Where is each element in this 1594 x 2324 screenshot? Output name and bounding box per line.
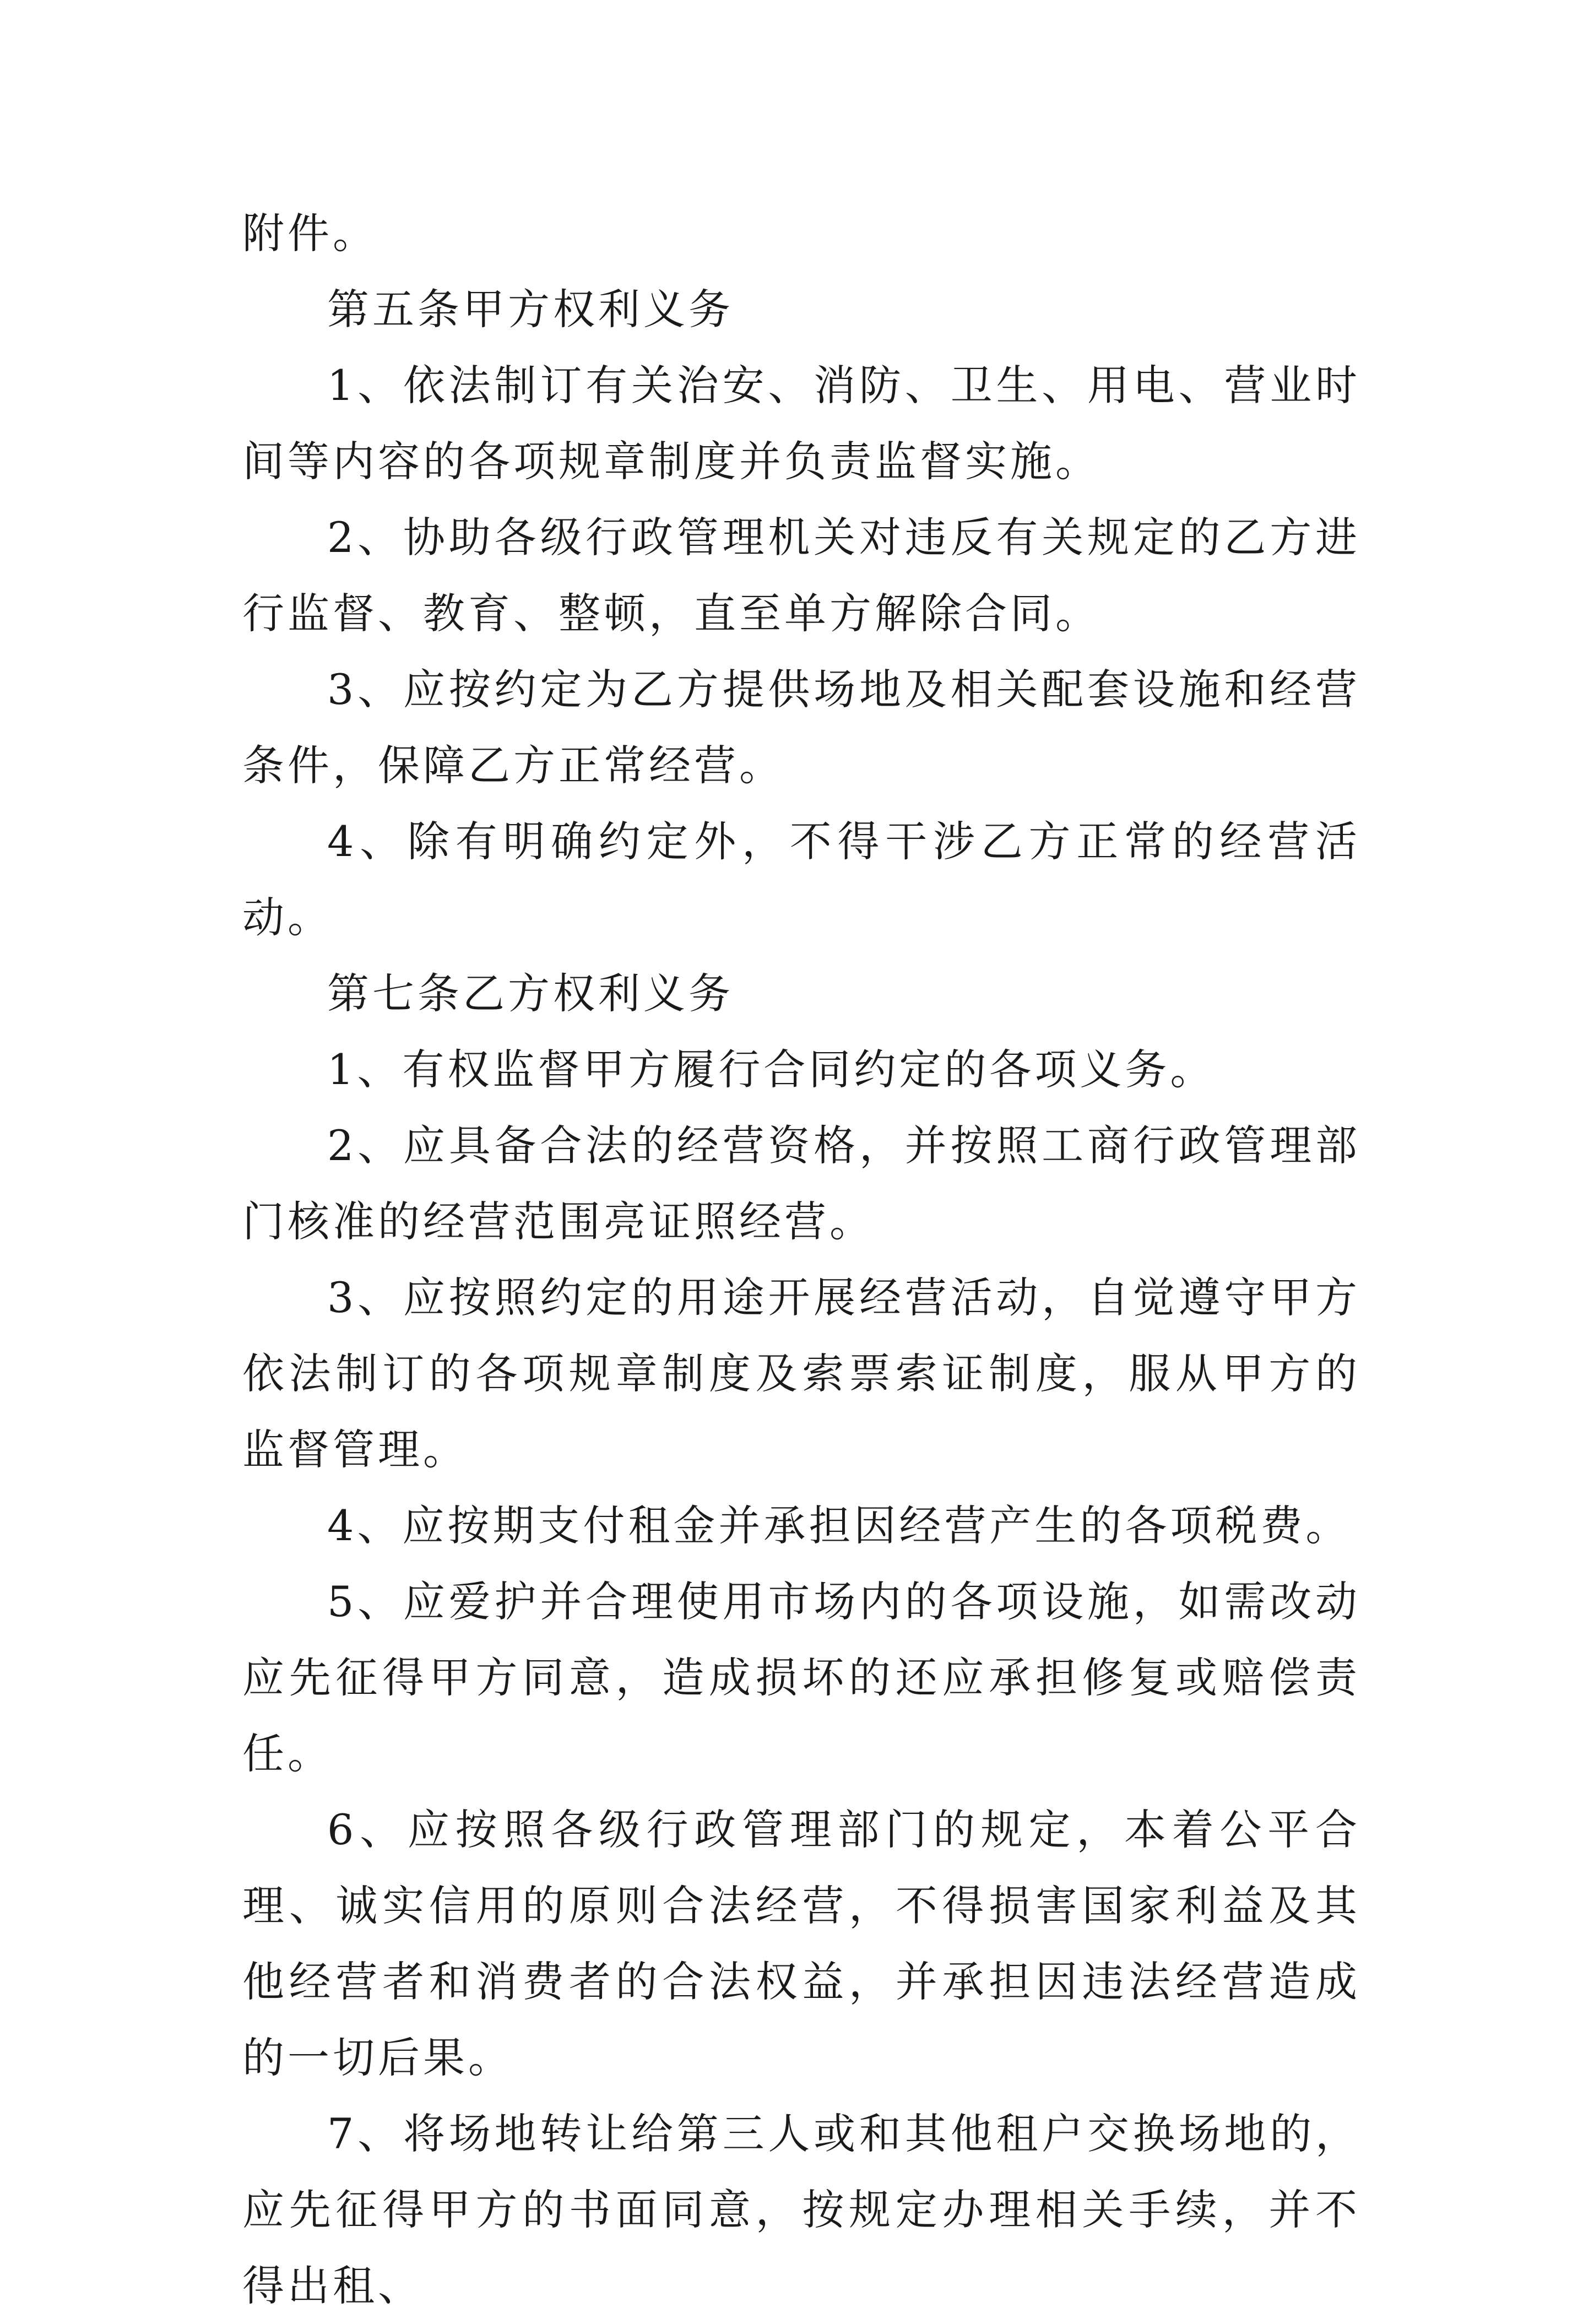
paragraph-item: 3、应按照约定的用途开展经营活动，自觉遵守甲方依法制订的各项规章制度及索票索证制度，服从甲方的监督管理。 [242, 1273, 1360, 1474]
paragraph-item: 5、应爱护并合理使用市场内的各项设施，如需改动应先征得甲方同意，造成损坏的还应承担修复或赔偿责任。 [242, 1577, 1360, 1778]
paragraph-item: 1、有权监督甲方履行合同约定的各项义务。 [327, 1045, 1216, 1094]
paragraph-item: 2、协助各级行政管理机关对违反有关规定的乙方进行监督、教育、整顿，直至单方解除合同。 [242, 513, 1360, 638]
document-body [242, 196, 1360, 2324]
paragraph-item: 7、将场地转让给第三人或和其他租户交换场地的，应先征得甲方的书面同意，按规定办理相关手续，并不得出租、 [242, 2109, 1360, 2310]
paragraph-item: 4、应按期支付租金并承担因经营产生的各项税费。 [327, 1501, 1351, 1550]
paragraph-item: 3、应按约定为乙方提供场地及相关配套设施和经营条件，保障乙方正常经营。 [242, 665, 1360, 790]
paragraph-item: 1、依法制订有关治安、消防、卫生、用电、营业时间等内容的各项规章制度并负责监督实施。 [242, 361, 1360, 486]
article-heading-5: 第五条甲方权利义务 [327, 285, 734, 334]
paragraph-item: 4、除有明确约定外，不得干涉乙方正常的经营活动。 [242, 817, 1360, 942]
paragraph-continuation: 附件。 [242, 209, 378, 258]
article-heading-7: 第七条乙方权利义务 [327, 969, 734, 1018]
paragraph-item: 2、应具备合法的经营资格，并按照工商行政管理部门核准的经营范围亮证照经营。 [242, 1121, 1360, 1246]
paragraph-item: 6、应按照各级行政管理部门的规定，本着公平合理、诚实信用的原则合法经营，不得损害国家利益及其他经营者和消费者的合法权益，并承担因违法经营造成的一切后果。 [242, 1805, 1360, 2082]
